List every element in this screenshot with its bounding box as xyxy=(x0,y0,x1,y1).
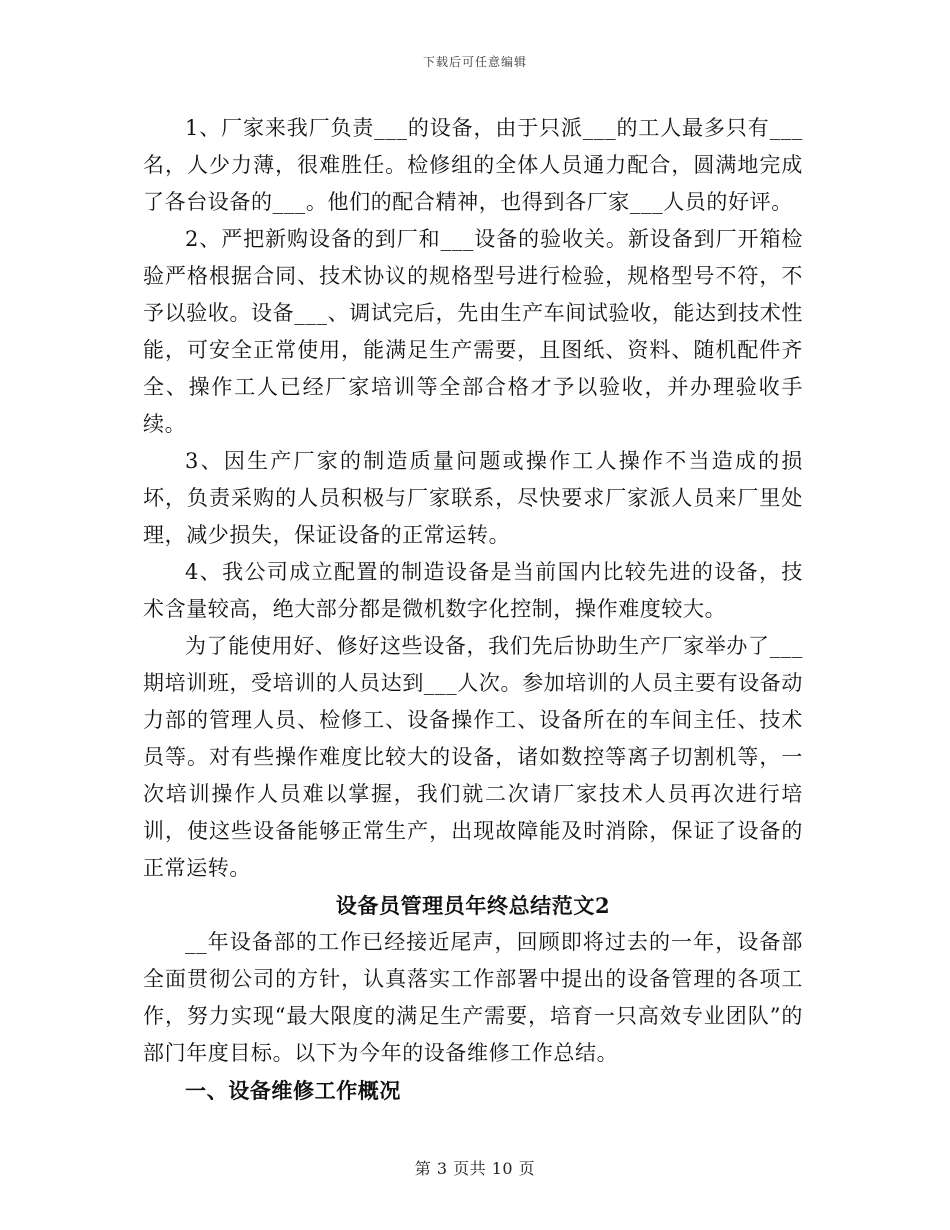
paragraph-2: 2、严把新购设备的到厂和___设备的验收关。新设备到厂开箱检验严格根据合同、技术协议的规格型号进行检验，规格型号不符，不予以验收。设备___、调试完后，先由生产车间试验收，能达到技术性能，可安全正常使用，能满足生产需要，且图纸、资料、随机配件齐全、操作工人已经厂家培训等全部合格才予以验收，并办理验收手续。 xyxy=(143,227,803,436)
section-intro-paragraph: __年设备部的工作已经接近尾声，回顾即将过去的一年，设备部全面贯彻公司的方针，认真落实工作部署中提出的设备管理的各项工作，努力实现“最大限度的满足生产需要，培育一只高效专业团队”的部门年度目标。以下为今年的设备维修工作总结。 xyxy=(143,930,803,1065)
subheading: 一、设备维修工作概况 xyxy=(185,1078,401,1103)
paragraph-3: 3、因生产厂家的制造质量问题或操作工人操作不当造成的损坏，负责采购的人员积极与厂家联系，尽快要求厂家派人员来厂里处理，减少损失，保证设备的正常运转。 xyxy=(143,449,803,547)
page-footer: 第 3 页共 10 页 xyxy=(414,1159,536,1178)
paragraph-4: 4、我公司成立配置的制造设备是当前国内比较先进的设备，技术含量较高，绝大部分都是微机数字化控制，操作难度较大。 xyxy=(143,560,803,621)
document-body xyxy=(143,110,803,1109)
paragraph-training: 为了能使用好、修好这些设备，我们先后协助生产厂家举办了___期培训班，受培训的人员达到___人次。参加培训的人员主要有设备动力部的管理人员、检修工、设备操作工、设备所在的车间主任、技术员等。对有些操作难度比较大的设备，诸如数控等离子切割机等，一次培训操作人员难以掌握，我们就二次请厂家技术人员再次进行培训，使这些设备能够正常生产，出现故障能及时消除，保证了设备的正常运转。 xyxy=(143,634,803,880)
section-title: 设备员管理员年终总结范文2 xyxy=(335,893,611,918)
page-header: 下载后可任意编辑 xyxy=(422,55,527,69)
paragraph-1: 1、厂家来我厂负责___的设备，由于只派___的工人最多只有___名，人少力薄，很难胜任。检修组的全体人员通力配合，圆满地完成了各台设备的___。他们的配合精神，也得到各厂家___人员的好评。 xyxy=(143,116,803,214)
